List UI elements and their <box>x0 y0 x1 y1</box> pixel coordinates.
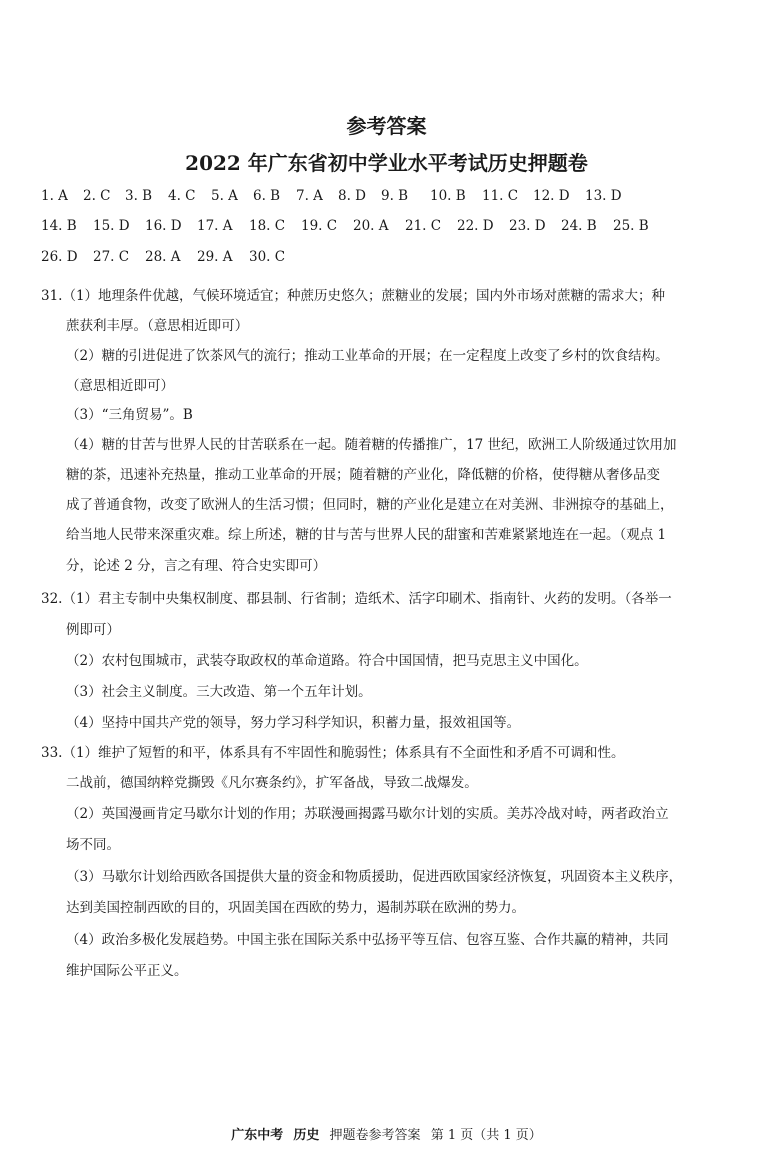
mc-answer: 1. A <box>41 188 68 204</box>
mc-answer: 12. D <box>533 188 570 204</box>
answer-line: 分，论述 2 分，言之有理、符合史实即可） <box>66 558 327 574</box>
mc-answer: 19. C <box>301 218 338 234</box>
mc-answer: 18. C <box>249 218 286 234</box>
answer-line: （2）农村包围城市，武装夺取政权的革命道路。符合中国国情，把马克思主义中国化。 <box>66 653 588 669</box>
answer-line: 糖的茶，迅速补充热量，推动工业革命的开展；随着糖的产业化，降低糖的价格，使得糖从奢侈品变 <box>66 467 660 483</box>
mc-answer: 23. D <box>509 218 546 234</box>
answer-line: （2）英国漫画肯定马歇尔计划的作用；苏联漫画揭露马歇尔计划的实质。美苏冷战对峙，两者政治立 <box>66 806 669 822</box>
answer-line: 蔗获利丰厚。（意思相近即可） <box>66 318 249 334</box>
mc-answer: 4. C <box>168 188 196 204</box>
answer-line: （3）马歇尔计划给西欧各国提供大量的资金和物质援助，促进西欧国家经济恢复，巩固资本主义秩序， <box>66 869 683 885</box>
answer-line: （意思相近即可） <box>66 378 174 394</box>
answer-line: 达到美国控制西欧的目的，巩固美国在西欧的势力，遏制苏联在欧洲的势力。 <box>66 900 525 916</box>
page-subtitle: 2022 年广东省初中学业水平考试历史押题卷 <box>185 151 588 175</box>
answer-line: 场不同。 <box>66 837 120 853</box>
mc-answer: 7. A <box>296 188 323 204</box>
mc-answer: 9. B <box>381 188 409 204</box>
mc-answer: 6. B <box>253 188 281 204</box>
mc-answer: 3. B <box>125 188 153 204</box>
answer-line: 33.（1）维护了短暂的和平，体系具有不牢固性和脆弱性；体系具有不全面性和矛盾不可调和性。 <box>41 745 625 761</box>
mc-answer: 25. B <box>613 218 649 234</box>
answer-line: 二战前，德国纳粹党撕毁《凡尔赛条约》，扩军备战，导致二战爆发。 <box>66 775 478 791</box>
page-footer <box>0 1124 773 1143</box>
answer-line: （2）糖的引进促进了饮茶风气的流行；推动工业革命的开展；在一定程度上改变了乡村的饮食结构。 <box>66 348 669 364</box>
answer-line: （3）“三角贸易”。B <box>66 407 193 423</box>
mc-answer: 30. C <box>249 249 286 265</box>
footer-doc: 押题卷参考答案 <box>329 1128 421 1143</box>
mc-answer: 24. B <box>561 218 597 234</box>
answer-line: 成了普通食物，改变了欧洲人的生活习惯；但同时，糖的产业化是建立在对美洲、非洲掠夺的基础上， <box>66 497 674 513</box>
answer-line: （4）政治多极化发展趋势。中国主张在国际关系中弘扬平等互信、包容互鉴、合作共赢的精神，共同 <box>66 932 669 948</box>
page-title: 参考答案 <box>346 114 427 138</box>
mc-answer: 5. A <box>211 188 238 204</box>
answer-line: （4）糖的甘苦与世界人民的甘苦联系在一起。随着糖的传播推广，17 世纪，欧洲工人阶级通过饮用加 <box>66 437 677 453</box>
answer-line: （4）坚持中国共产党的领导，努力学习科学知识，积蓄力量，报效祖国等。 <box>66 715 521 731</box>
mc-answer: 11. C <box>482 188 519 204</box>
answer-line: 例即可） <box>66 622 120 638</box>
mc-answer: 2. C <box>83 188 111 204</box>
footer-subject: 历史 <box>293 1128 320 1143</box>
answer-line: （3）社会主义制度。三大改造、第一个五年计划。 <box>66 684 372 700</box>
mc-answer: 10. B <box>430 188 466 204</box>
mc-answer: 14. B <box>41 218 77 234</box>
mc-answer: 22. D <box>457 218 494 234</box>
footer-exam: 广东中考 <box>231 1128 284 1143</box>
answer-line: 31.（1）地理条件优越，气候环境适宜；种蔗历史悠久；蔗糖业的发展；国内外市场对蔗糖的需求大；种 <box>41 288 666 304</box>
mc-answer: 26. D <box>41 249 78 265</box>
mc-answer: 13. D <box>585 188 622 204</box>
mc-answer: 29. A <box>197 249 233 265</box>
mc-answer: 8. D <box>338 188 366 204</box>
mc-answer: 20. A <box>353 218 389 234</box>
answer-line: 32.（1）君主专制中央集权制度、郡县制、行省制；造纸术、活字印刷术、指南针、火药的发明。（各举一 <box>41 591 672 607</box>
mc-answer: 21. C <box>405 218 442 234</box>
mc-answer: 27. C <box>93 249 130 265</box>
mc-answer: 28. A <box>145 249 181 265</box>
mc-answer: 17. A <box>197 218 233 234</box>
answer-line: 给当地人民带来深重灾难。综上所述，糖的甘与苦与世界人民的甜蜜和苦难紧紧地连在一起。（观点 1 <box>66 527 667 543</box>
footer-page: 第 1 页（共 1 页） <box>430 1128 542 1143</box>
mc-answer: 16. D <box>145 218 182 234</box>
answer-line: 维护国际公平正义。 <box>66 963 188 979</box>
mc-answer: 15. D <box>93 218 130 234</box>
